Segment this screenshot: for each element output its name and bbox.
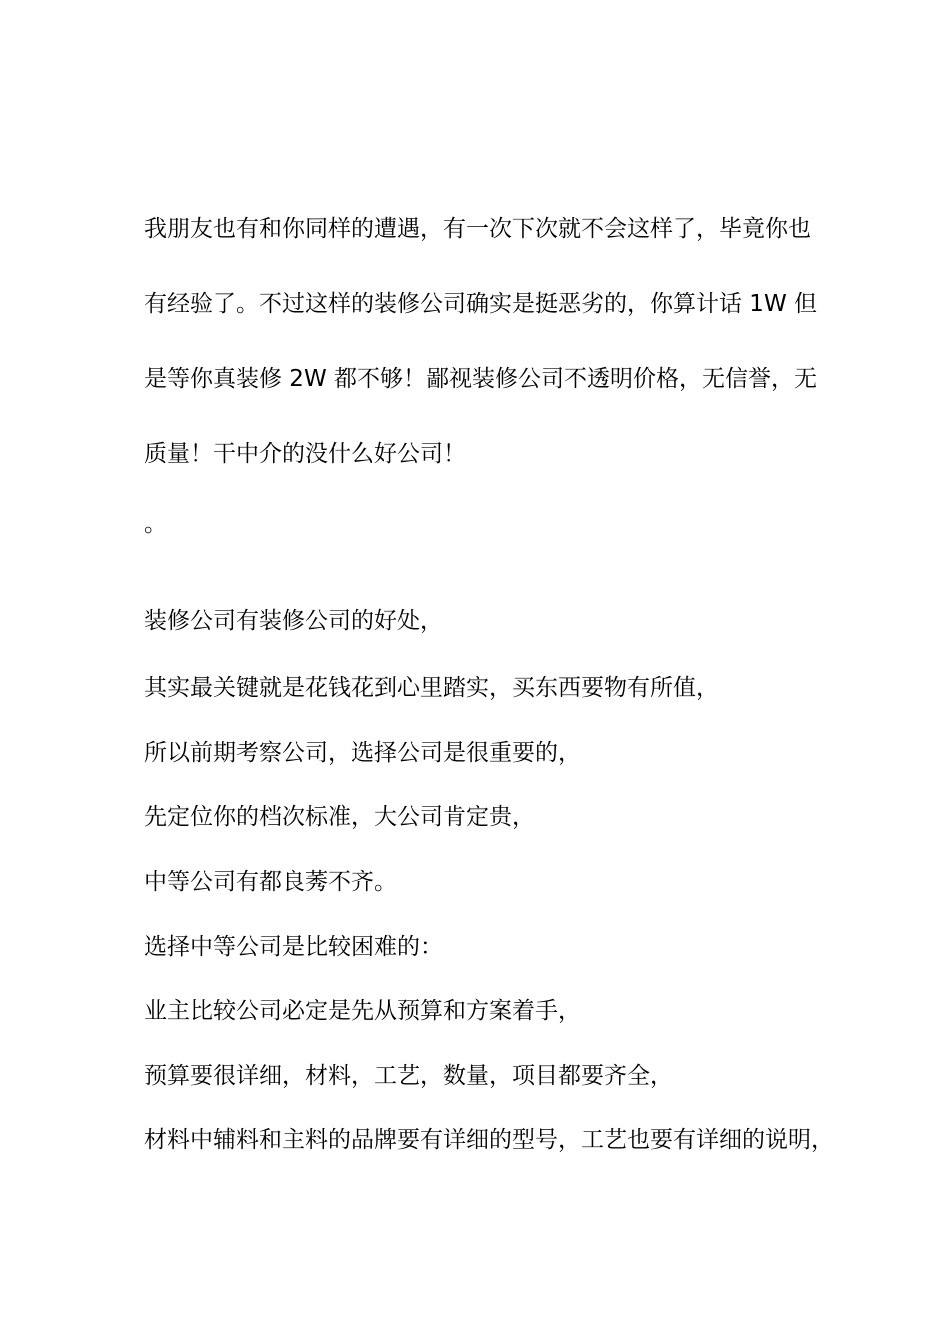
text-line: 先定位你的档次标准，大公司肯定贵， bbox=[144, 804, 535, 830]
text-line: 是等你真装修 2W 都不够！鄙视装修公司不透明价格，无信誉，无 bbox=[144, 366, 817, 392]
text-line: 预算要很详细，材料，工艺，数量，项目都要齐全， bbox=[144, 1063, 673, 1089]
text-line: 中等公司有都良莠不齐。 bbox=[144, 869, 397, 895]
text-line: 我朋友也有和你同样的遭遇，有一次下次就不会这样了，毕竟你也 bbox=[144, 216, 811, 242]
text-line: 其实最关键就是花钱花到心里踏实，买东西要物有所值， bbox=[144, 675, 719, 701]
text-line: 有经验了。不过这样的装修公司确实是挺恶劣的，你算计话 1W 但 bbox=[144, 291, 817, 317]
text-line: 所以前期考察公司，选择公司是很重要的， bbox=[144, 740, 581, 766]
separator-mark: 。 bbox=[144, 511, 167, 537]
text-line: 质量！干中介的没什么好公司！ bbox=[144, 441, 466, 467]
text-line: 装修公司有装修公司的好处， bbox=[144, 608, 443, 634]
text-line: 业主比较公司必定是先从预算和方案着手， bbox=[144, 998, 581, 1024]
text-line: 材料中辅料和主料的品牌要有详细的型号，工艺也要有详细的说明， bbox=[144, 1127, 834, 1153]
text-line: 选择中等公司是比较困难的： bbox=[144, 934, 443, 960]
